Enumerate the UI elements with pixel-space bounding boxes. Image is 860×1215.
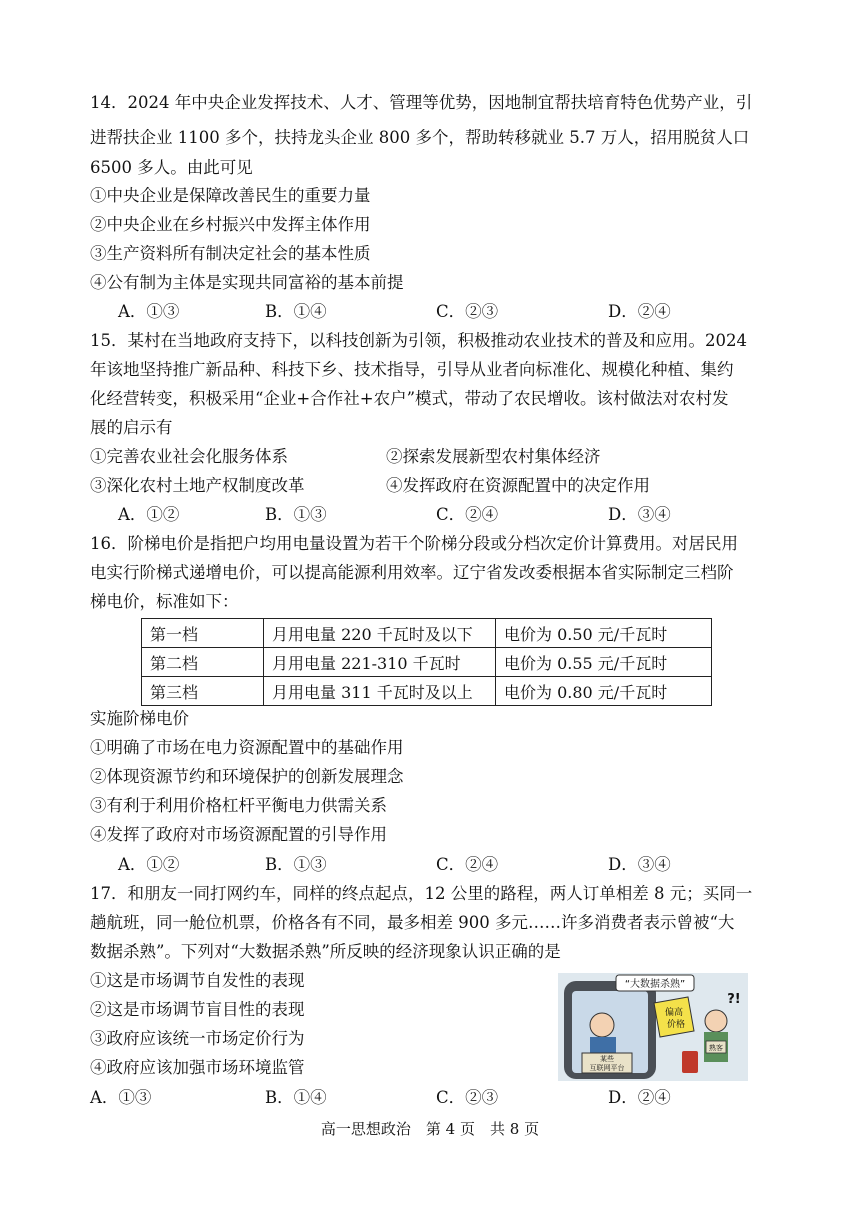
q17-stem-line-1: 17．和朋友一同打网约车，同样的终点起点，12 公里的路程，两人订单相差 8 元；买同一 bbox=[90, 884, 753, 903]
q15-item-2: ②探索发展新型农村集体经济 bbox=[386, 447, 601, 466]
q16-option-d[interactable]: D．③④ bbox=[608, 855, 671, 874]
q14-option-a[interactable]: A．①③ bbox=[118, 302, 180, 321]
q15-stem-line-1: 15．某村在当地政府支持下，以科技创新为引领，积极推动农业技术的普及和应用。2024 bbox=[90, 331, 747, 350]
table-cell: 第三档 bbox=[142, 677, 264, 706]
cartoon-customer-text: 熟客 bbox=[709, 1044, 723, 1052]
page-footer: 高一思想政治 第 4 页 共 8 页 bbox=[320, 1120, 540, 1138]
big-data-cartoon bbox=[558, 973, 748, 1081]
q17-option-a[interactable]: A．①③ bbox=[90, 1088, 152, 1107]
q15-option-c[interactable]: C．②④ bbox=[436, 505, 499, 524]
q16-question-stem: 实施阶梯电价 bbox=[90, 709, 189, 728]
cartoon-banner-text: “大数据杀熟” bbox=[624, 979, 686, 990]
q15-stem-line-2: 年该地坚持推广新品种、科技下乡、技术指导，引导从业者向标准化、规模化种植、集约 bbox=[90, 360, 734, 379]
q17-item-2: ②这是市场调节盲目性的表现 bbox=[90, 1000, 305, 1019]
q14-item-1: ①中央企业是保障改善民生的重要力量 bbox=[90, 186, 371, 205]
q14-item-3: ③生产资料所有制决定社会的基本性质 bbox=[90, 244, 371, 263]
q16-options bbox=[118, 854, 738, 876]
q15-option-a[interactable]: A．①② bbox=[118, 505, 180, 524]
q15-item-1: ①完善农业社会化服务体系 bbox=[90, 447, 288, 466]
tiered-price-table bbox=[141, 618, 712, 706]
q15-option-d[interactable]: D．③④ bbox=[608, 505, 671, 524]
q14-option-d[interactable]: D．②④ bbox=[608, 302, 671, 321]
q17-stem-line-2: 趟航班，同一舱位机票，价格各有不同，最多相差 900 多元……许多消费者表示曾被“大 bbox=[90, 913, 735, 932]
q16-option-c[interactable]: C．②④ bbox=[436, 855, 499, 874]
table-cell: 第一档 bbox=[142, 619, 264, 648]
q17-item-4: ④政府应该加强市场环境监管 bbox=[90, 1058, 305, 1077]
q14-options bbox=[118, 301, 738, 323]
q16-stem-line-3: 梯电价，标准如下： bbox=[90, 592, 239, 611]
q14-item-4: ④公有制为主体是实现共同富裕的基本前提 bbox=[90, 273, 404, 292]
cartoon-speech: ?! bbox=[727, 992, 741, 1007]
q16-item-1: ①明确了市场在电力资源配置中的基础作用 bbox=[90, 738, 404, 757]
cartoon-drawing bbox=[558, 973, 748, 1081]
table-row bbox=[142, 677, 712, 706]
q17-option-d[interactable]: D．②④ bbox=[608, 1088, 671, 1107]
q15-items-row-1 bbox=[90, 446, 710, 468]
q17-option-b[interactable]: B．①④ bbox=[265, 1088, 327, 1107]
q17-item-1: ①这是市场调节自发性的表现 bbox=[90, 971, 305, 990]
table-row bbox=[142, 648, 712, 677]
q16-option-b[interactable]: B．①③ bbox=[265, 855, 327, 874]
cartoon-platform-text-1: 某些 bbox=[600, 1055, 614, 1063]
q16-item-4: ④发挥了政府对市场资源配置的引导作用 bbox=[90, 825, 387, 844]
q16-item-3: ③有利于利用价格杠杆平衡电力供需关系 bbox=[90, 796, 387, 815]
q16-stem-line-1: 16．阶梯电价是指把户均用电量设置为若干个阶梯分段或分档次定价计算费用。对居民用 bbox=[90, 534, 738, 553]
table-cell: 月用电量 220 千瓦时及以下 bbox=[264, 619, 496, 648]
table-cell: 第二档 bbox=[142, 648, 264, 677]
table-cell: 月用电量 311 千瓦时及以上 bbox=[264, 677, 496, 706]
table-cell: 电价为 0.80 元/千瓦时 bbox=[496, 677, 712, 706]
q15-stem-line-4: 展的启示有 bbox=[90, 418, 173, 437]
q16-stem-line-2: 电实行阶梯式递增电价，可以提高能源利用效率。辽宁省发改委根据本省实际制定三档阶 bbox=[90, 563, 734, 582]
q15-item-3: ③深化农村土地产权制度改革 bbox=[90, 476, 305, 495]
q14-stem-line-3: 6500 多人。由此可见 bbox=[90, 158, 253, 177]
q14-option-b[interactable]: B．①④ bbox=[265, 302, 327, 321]
q15-items-row-2 bbox=[90, 475, 710, 497]
q15-option-b[interactable]: B．①③ bbox=[265, 505, 327, 524]
q14-stem-line-1: 14．2024 年中央企业发挥技术、人才、管理等优势，因地制宜帮扶培育特色优势产业，引 bbox=[90, 93, 753, 112]
q17-option-c[interactable]: C．②③ bbox=[436, 1088, 499, 1107]
table-cell: 电价为 0.50 元/千瓦时 bbox=[496, 619, 712, 648]
q14-option-c[interactable]: C．②③ bbox=[436, 302, 499, 321]
table-cell: 月用电量 221-310 千瓦时 bbox=[264, 648, 496, 677]
table-cell: 电价为 0.55 元/千瓦时 bbox=[496, 648, 712, 677]
q14-item-2: ②中央企业在乡村振兴中发挥主体作用 bbox=[90, 215, 371, 234]
q15-item-4: ④发挥政府在资源配置中的决定作用 bbox=[386, 476, 650, 495]
q17-options bbox=[90, 1087, 740, 1109]
cartoon-price-tag-1: 偏高 bbox=[664, 1008, 684, 1018]
q17-item-3: ③政府应该统一市场定价行为 bbox=[90, 1029, 305, 1048]
q16-option-a[interactable]: A．①② bbox=[118, 855, 180, 874]
q14-stem-line-2: 进帮扶企业 1100 多个，扶持龙头企业 800 多个，帮助转移就业 5.7 万人，招用脱贫人口 bbox=[90, 128, 750, 147]
q15-stem-line-3: 化经营转变，积极采用“企业+合作社+农户”模式，带动了农民增收。该村做法对农村发 bbox=[90, 389, 729, 408]
q15-options bbox=[118, 504, 738, 526]
table-row bbox=[142, 619, 712, 648]
cartoon-platform-text-2: 互联网平台 bbox=[589, 1064, 625, 1072]
q17-stem-line-3: 数据杀熟”。下列对“大数据杀熟”所反映的经济现象认识正确的是 bbox=[90, 942, 561, 961]
q16-item-2: ②体现资源节约和环境保护的创新发展理念 bbox=[90, 767, 404, 786]
cartoon-price-tag-2: 价格 bbox=[666, 1020, 686, 1030]
